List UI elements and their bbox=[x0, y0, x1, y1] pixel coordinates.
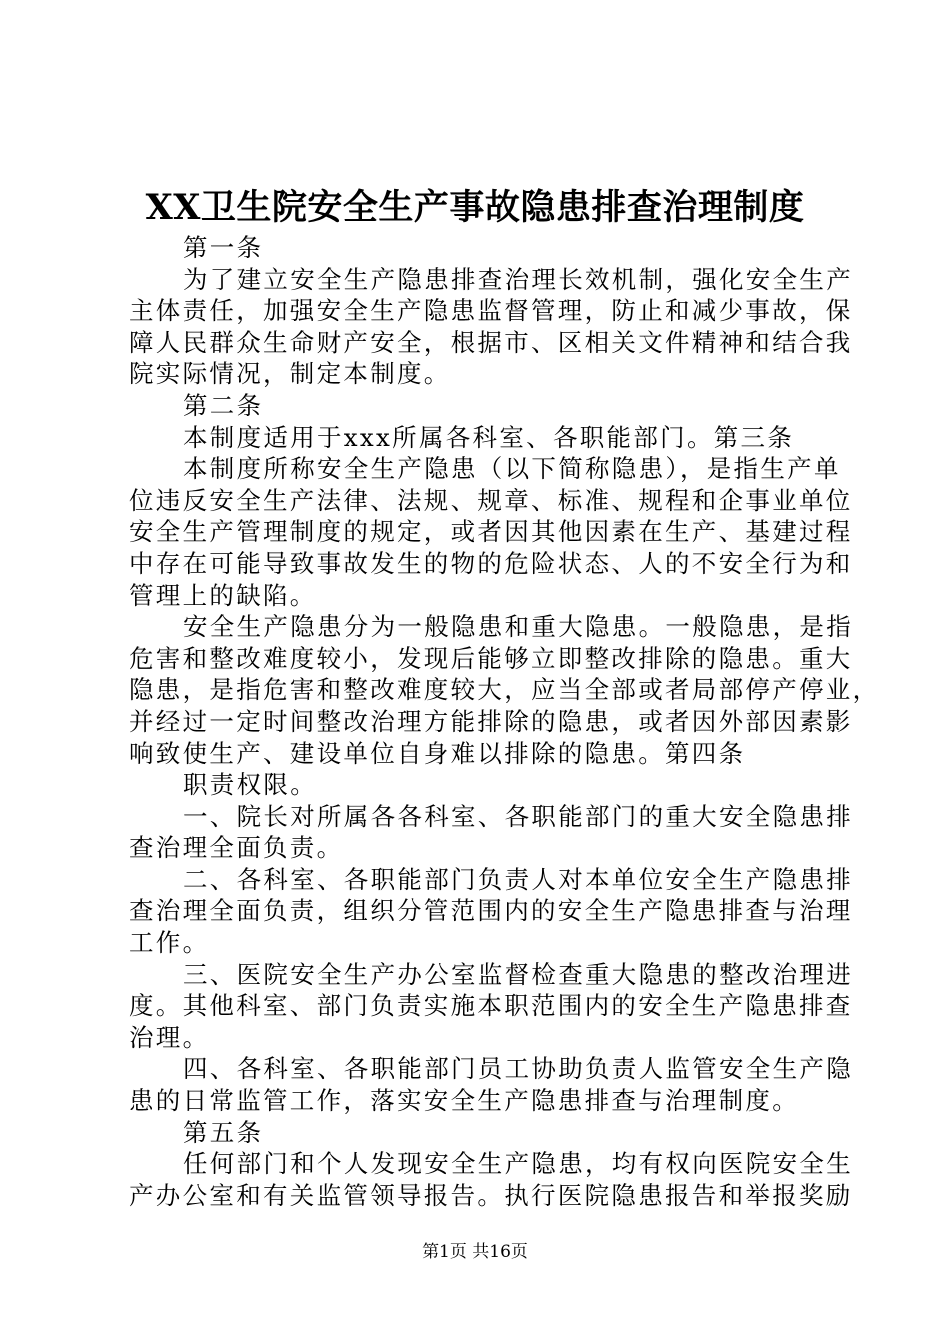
text-line: 度。其他科室、部门负责实施本职范围内的安全生产隐患排查 bbox=[129, 991, 853, 1021]
text-line: 主体责任，加强安全生产隐患监督管理，防止和减少事故，保 bbox=[129, 296, 853, 326]
text-line: 障人民群众生命财产安全，根据市、区相关文件精神和结合我 bbox=[129, 327, 853, 357]
text-line: 响致使生产、建设单位自身难以排除的隐患。第四条 bbox=[129, 738, 746, 768]
text-line: 三、医院安全生产办公室监督检查重大隐患的整改治理进 bbox=[183, 959, 853, 989]
document-body bbox=[129, 232, 880, 1211]
text-line: 并经过一定时间整改治理方能排除的隐患，或者因外部因素影 bbox=[129, 706, 853, 736]
text-line: 院实际情况，制定本制度。 bbox=[129, 359, 451, 389]
document-title: XX卫生院安全生产事故隐患排查治理制度 bbox=[145, 187, 805, 228]
text-line: 位违反安全生产法律、法规、规章、标准、规程和企事业单位 bbox=[129, 485, 853, 515]
text-line: 中存在可能导致事故发生的物的危险状态、人的不安全行为和 bbox=[129, 548, 853, 578]
text-line: 第五条 bbox=[183, 1117, 264, 1147]
text-line: 查治理全面负责。 bbox=[129, 833, 344, 863]
text-line: 第二条 bbox=[183, 390, 264, 420]
text-line: 四、各科室、各职能部门员工协助负责人监管安全生产隐 bbox=[183, 1054, 853, 1084]
text-line: 本制度所称安全生产隐患（以下简称隐患），是指生产单 bbox=[183, 454, 841, 484]
text-line: 安全生产隐患分为一般隐患和重大隐患。一般隐患，是指 bbox=[183, 612, 853, 642]
text-line: 患的日常监管工作，落实安全生产隐患排查与治理制度。 bbox=[129, 1086, 799, 1116]
text-line: 第一条 bbox=[183, 233, 264, 262]
text-line: 查治理全面负责，组织分管范围内的安全生产隐患排查与治理 bbox=[129, 896, 853, 926]
text-line: 一、院长对所属各各科室、各职能部门的重大安全隐患排 bbox=[183, 801, 853, 831]
text-line: 职责权限。 bbox=[183, 770, 317, 800]
text-line: 为了建立安全生产隐患排查治理长效机制，强化安全生产 bbox=[183, 264, 853, 294]
text-line: 产办公室和有关监管领导报告。执行医院隐患报告和举报奖励 bbox=[129, 1180, 853, 1210]
page-footer: 第1页 共16页 bbox=[422, 1242, 528, 1262]
text-line: 治理。 bbox=[129, 1022, 210, 1052]
text-line: 危害和整改难度较小，发现后能够立即整改排除的隐患。重大 bbox=[129, 643, 853, 673]
text-line: 工作。 bbox=[129, 928, 210, 958]
text-line: 安全生产管理制度的规定，或者因其他因素在生产、基建过程 bbox=[129, 517, 853, 547]
text-line: 二、各科室、各职能部门负责人对本单位安全生产隐患排 bbox=[183, 864, 853, 894]
text-line: 任何部门和个人发现安全生产隐患，均有权向医院安全生 bbox=[183, 1149, 853, 1179]
text-line: 隐患，是指危害和整改难度较大，应当全部或者局部停产停业， bbox=[129, 675, 880, 705]
text-line: 本制度适用于xxx所属各科室、各职能部门。第三条 bbox=[183, 422, 795, 452]
text-line: 管理上的缺陷。 bbox=[129, 580, 317, 610]
